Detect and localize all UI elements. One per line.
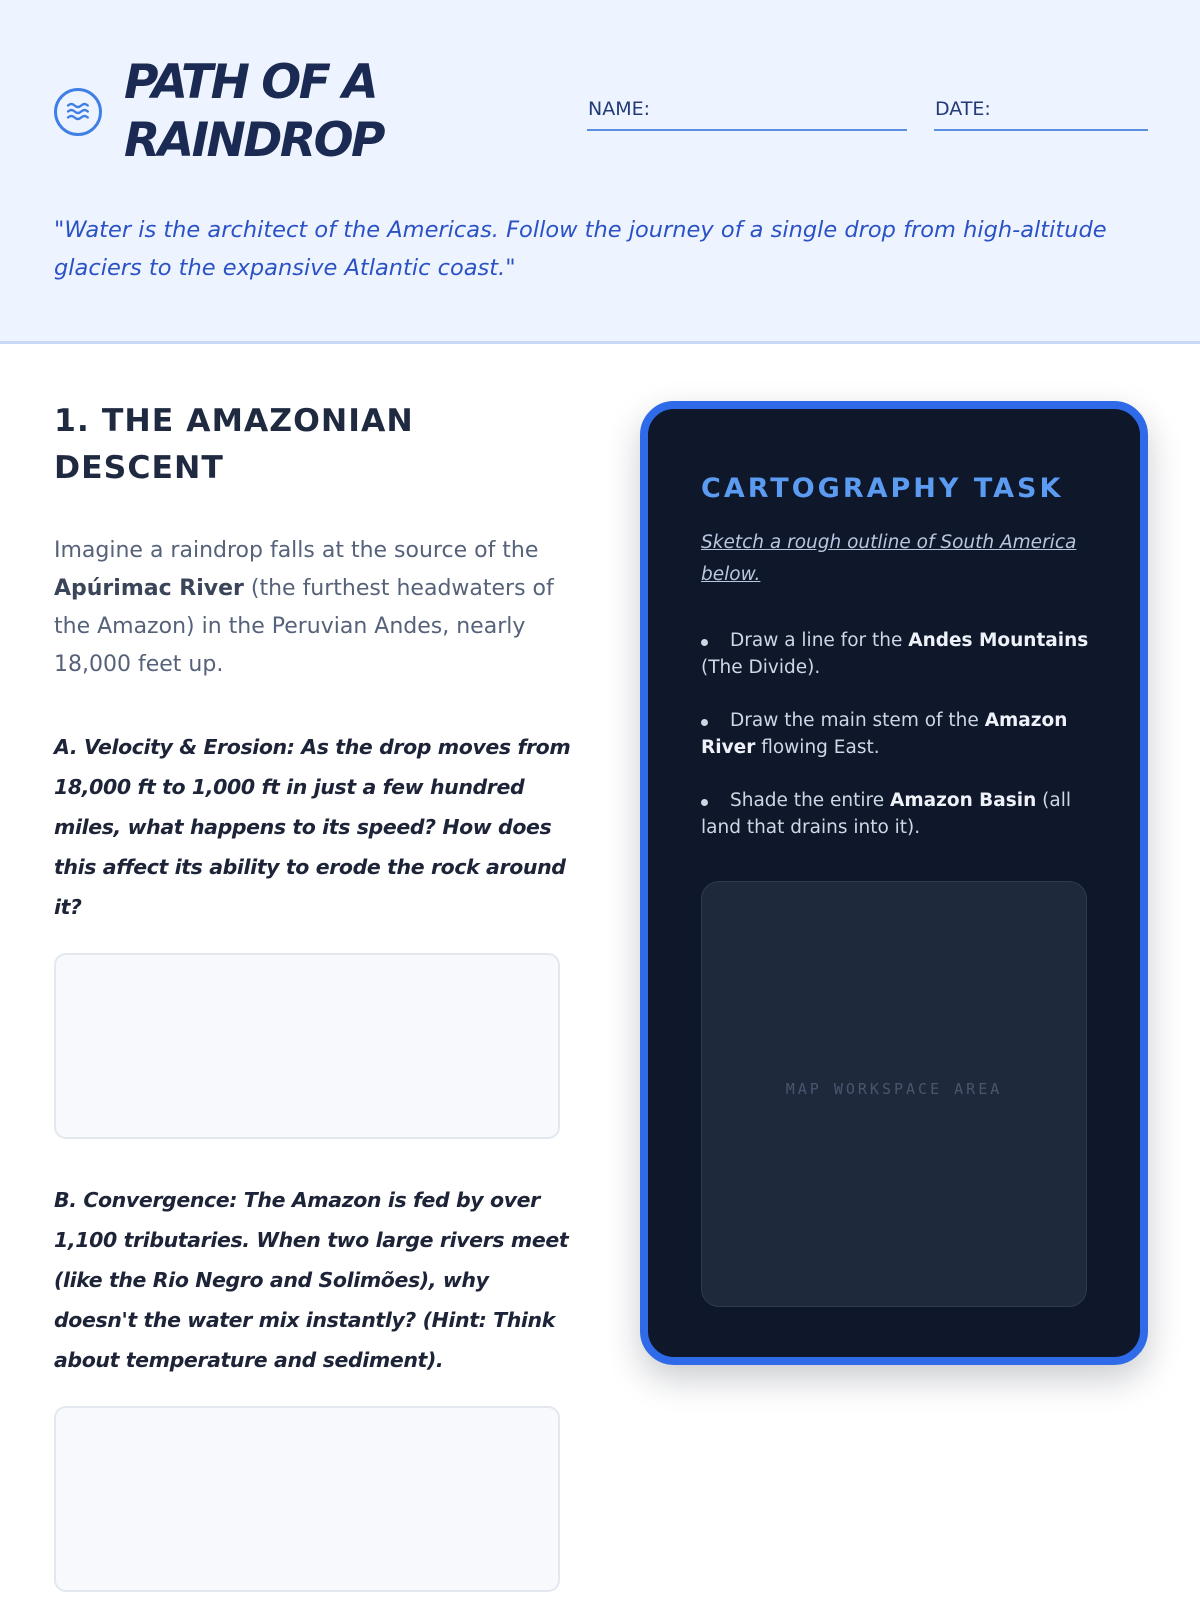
name-field[interactable] [587,96,907,131]
task-keyword: Amazon River [701,710,1068,758]
map-workspace-label: MAP WORKSPACE AREA [785,1080,1003,1098]
section-title: 1. THE AMAZONIAN DESCENT [54,403,414,486]
task-item [701,787,1091,841]
section-intro [54,532,564,684]
task-keyword: Andes Mountains [908,630,1089,651]
answer-box-b[interactable] [54,1406,560,1592]
page-title: PATH OF A RAINDROP [124,55,383,168]
intro-river-name: Apúrimac River [54,576,244,601]
answer-box-a[interactable] [54,953,560,1139]
intro-text-start: Imagine a raindrop falls at the source of the [54,538,539,563]
task-text: (all land that drains into it). [701,790,1072,838]
question-b: B. Convergence: The Amazon is fed by over 1,100 tributaries. When two large rivers meet (like the Rio Negro and Solimões), why doesn't the water mix instantly? (Hint: Think about temperature and sediment). [54,1188,569,1372]
task-item [701,627,1091,681]
card-subtitle: Sketch a rough outline of South America below. [701,532,1077,585]
cartography-card [640,401,1148,1365]
task-text: Shade the entire [730,790,891,811]
intro-quote: "Water is the architect of the Americas. Follow the journey of a single drop from high-altitude glaciers to the expansive Atlantic coast." [54,217,1107,281]
date-field[interactable] [934,96,1148,131]
question-a: A. Velocity & Erosion: As the drop moves from 18,000 ft to 1,000 ft in just a few hundred miles, what happens to its speed? How does this affect its ability to erode the rock around it? [54,735,571,919]
worksheet-header [0,0,1200,344]
intro-text-end: (the furthest headwaters of the Amazon) in the Peruvian Andes, nearly 18,000 feet up. [54,576,554,677]
task-text: (The Divide). [701,657,821,678]
map-workspace[interactable] [701,881,1087,1307]
waves-icon [54,88,102,136]
task-text: Draw the main stem of the [730,710,985,731]
task-keyword: Amazon Basin [890,790,1037,811]
task-text: flowing East. [755,737,880,758]
task-text: Draw a line for the [730,630,909,651]
date-label: DATE: [935,98,991,120]
name-label: NAME: [588,98,651,120]
task-item [701,707,1091,761]
task-list [701,627,1091,867]
card-title: CARTOGRAPHY TASK [701,473,1064,504]
